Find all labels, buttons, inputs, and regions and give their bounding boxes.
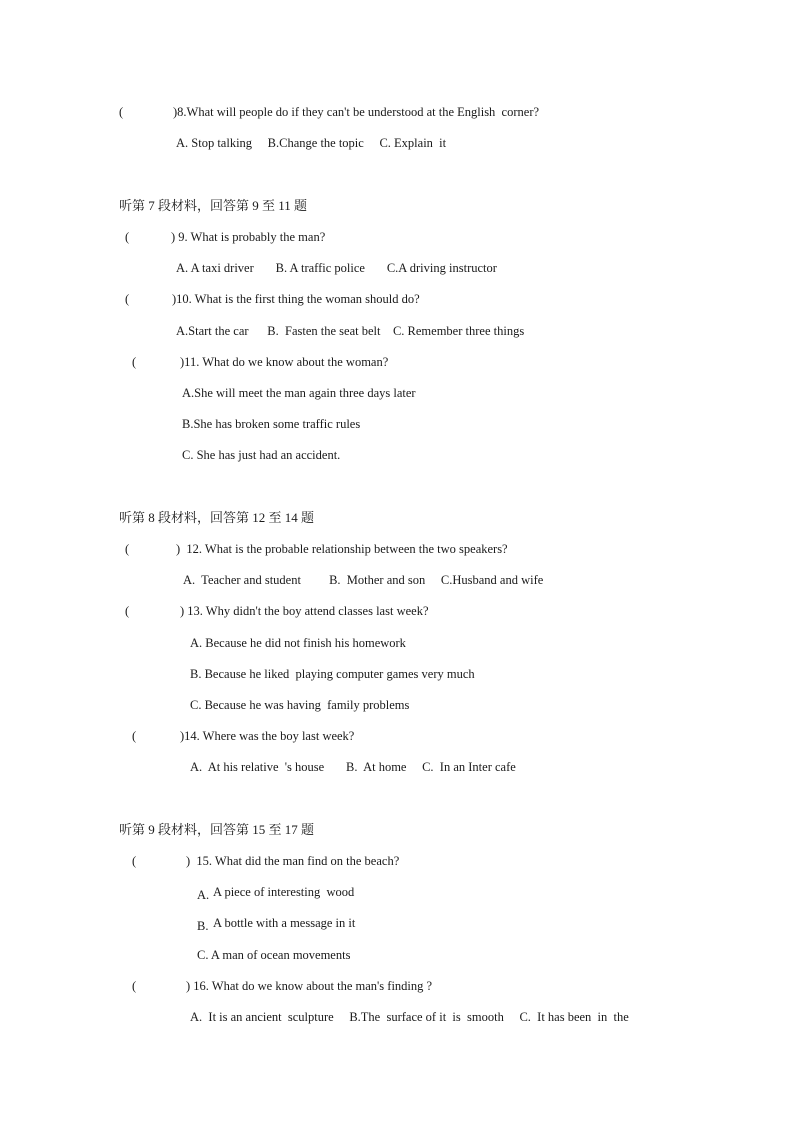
q12-options: A. Teacher and student B. Mother and son C.Husband and wife: [183, 573, 544, 587]
q9-paren: (: [125, 230, 130, 244]
q16-stem: ) 16. What do we know about the man's finding ?: [186, 979, 433, 993]
q14-options: A. At his relative 's house B. At home C. In an Inter cafe: [190, 760, 516, 774]
q9-stem: ) 9. What is probably the man?: [171, 230, 326, 244]
q8-paren: (: [119, 105, 124, 119]
q15-option-b: A bottle with a message in it: [213, 916, 356, 930]
q9-options: A. A taxi driver B. A traffic police C.A driving instructor: [176, 261, 497, 275]
q12-paren: (: [125, 542, 130, 556]
q11-option-c: C. She has just had an accident.: [182, 448, 341, 462]
q15-option-a-letter: A.: [197, 888, 210, 902]
section-9-heading: 听第 9 段材料，回答第 15 至 17 题: [119, 822, 315, 837]
q14-paren: (: [132, 729, 137, 743]
q10-stem: )10. What is the first thing the woman should do?: [172, 292, 420, 306]
q15-paren: (: [132, 854, 137, 868]
q15-stem: ) 15. What did the man find on the beach?: [186, 854, 400, 868]
q12-stem: ) 12. What is the probable relationship between the two speakers?: [176, 542, 508, 556]
q13-paren: (: [125, 604, 130, 618]
q15-option-b-letter: B.: [197, 919, 209, 933]
q10-paren: (: [125, 292, 130, 306]
q15-option-c: C. A man of ocean movements: [197, 948, 351, 962]
section-8-heading: 听第 8 段材料，回答第 12 至 14 题: [119, 510, 315, 525]
q11-option-a: A.She will meet the man again three days later: [182, 386, 416, 400]
q13-stem: ) 13. Why didn't the boy attend classes last week?: [180, 604, 429, 618]
q16-paren: (: [132, 979, 137, 993]
q11-stem: )11. What do we know about the woman?: [180, 355, 389, 369]
q8-options: A. Stop talking B.Change the topic C. Explain it: [176, 136, 447, 150]
q14-stem: )14. Where was the boy last week?: [180, 729, 355, 743]
q11-option-b: B.She has broken some traffic rules: [182, 417, 361, 431]
q15-option-a: A piece of interesting wood: [213, 885, 355, 899]
q11-paren: (: [132, 355, 137, 369]
q13-option-a: A. Because he did not finish his homework: [190, 636, 406, 650]
q10-options: A.Start the car B. Fasten the seat belt C. Remember three things: [176, 324, 525, 338]
q16-options: A. It is an ancient sculpture B.The surface of it is smooth C. It has been in the: [190, 1010, 629, 1024]
q13-option-b: B. Because he liked playing computer games very much: [190, 667, 475, 681]
section-7-heading: 听第 7 段材料，回答第 9 至 11 题: [119, 198, 308, 213]
q13-option-c: C. Because he was having family problems: [190, 698, 410, 712]
q8-stem: )8.What will people do if they can't be understood at the English corner?: [173, 105, 540, 119]
